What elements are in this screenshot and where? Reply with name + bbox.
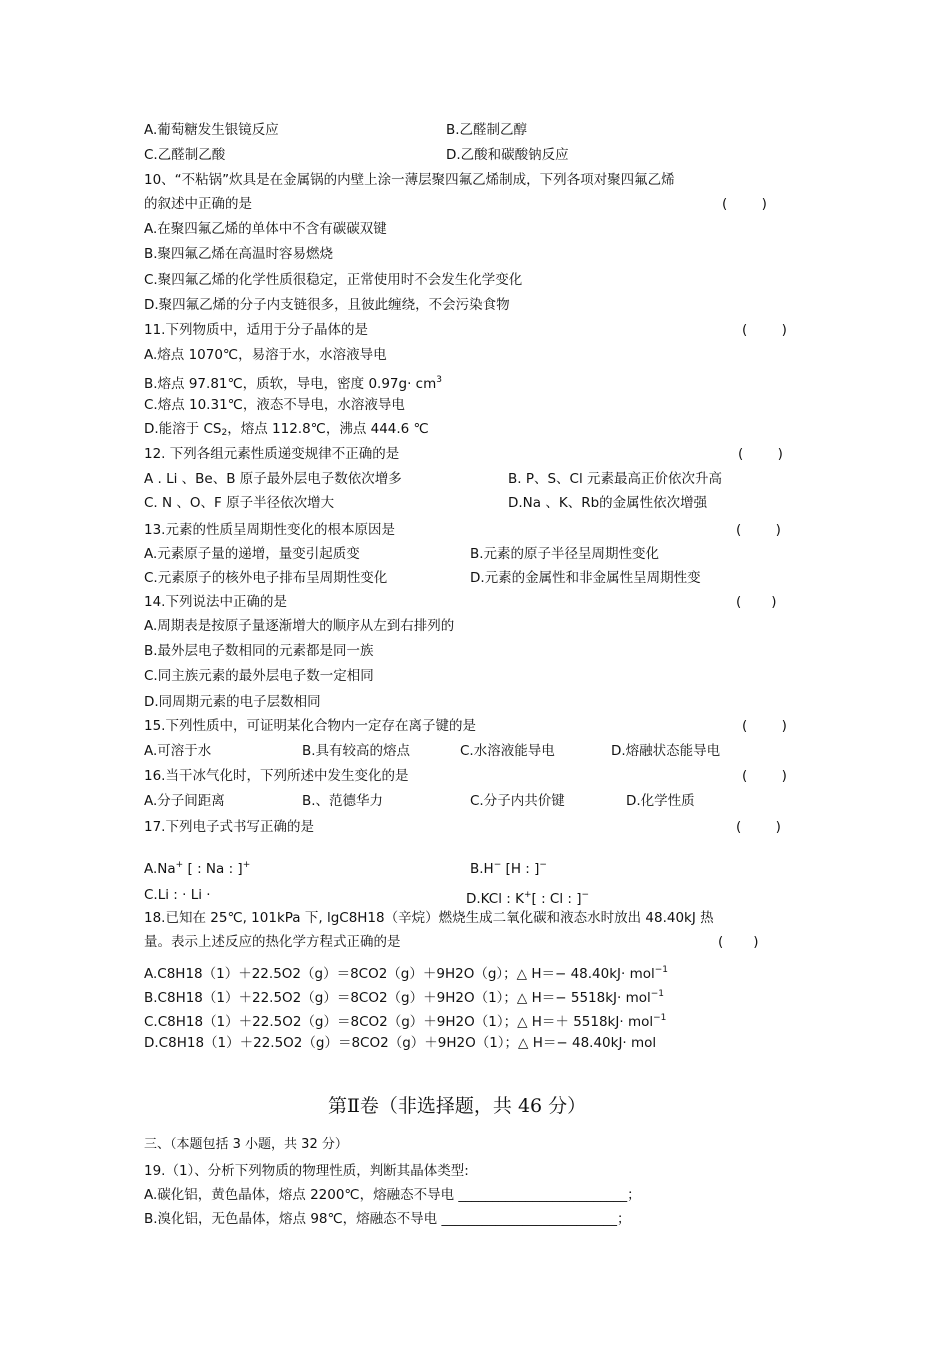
q10-answer-paren: ( ) xyxy=(722,196,767,212)
q12-option-d: D.Na 、K、Rb的金属性依次增强 xyxy=(508,495,708,511)
q11-option-a: A.熔点 1070℃，易溶于水，水溶液导电 xyxy=(144,347,387,363)
q9-option-c: C.乙醛制乙酸 xyxy=(144,147,226,163)
q12-stem: 12. 下列各组元素性质递变规律不正确的是 xyxy=(144,446,400,462)
q13-stem: 13.元素的性质呈周期性变化的根本原因是 xyxy=(144,522,395,538)
q17-option-b: B.H− [H : ]− xyxy=(470,860,547,877)
q11-option-d: D.能溶于 $CS_2$，熔点 112.8℃，沸点 444.6 ℃ xyxy=(144,421,429,438)
q11-stem: 11.下列物质中，适用于分子晶体的是 xyxy=(144,322,368,338)
q11-answer-paren: ( ) xyxy=(742,322,787,338)
q16-option-d: D.化学性质 xyxy=(626,793,695,809)
q18-option-a: A.C8H18（1）＋22.5O2（g）＝8CO2（g）＋9H2O（g）；△ H＝− 48.40kJ· mol$^{-1}$ xyxy=(144,965,669,982)
q19-option-b: B.溴化铝，无色晶体，熔点 98℃，熔融态不导电 __________________________； xyxy=(144,1211,631,1227)
q17-option-c: C.Li : · Li · xyxy=(144,887,211,903)
q11-option-b: B.熔点 97.81℃，质软，导电，密度 $0.97g\cdot cm^3$ xyxy=(144,375,442,392)
q18-answer-paren: ( ) xyxy=(718,934,759,950)
q13-option-b: B.元素的原子半径呈周期性变化 xyxy=(470,546,660,562)
q15-option-c: C.水溶液能导电 xyxy=(460,743,555,759)
q18-option-b: B.C8H18（1）＋22.5O2（g）＝8CO2（g）＋9H2O（1）；△ H＝− 5518kJ· mol$^{-1}$ xyxy=(144,989,665,1006)
q16-answer-paren: ( ) xyxy=(742,768,787,784)
q17-stem: 17.下列电子式书写正确的是 xyxy=(144,819,314,835)
q9-option-a: A.葡萄糖发生银镜反应 xyxy=(144,122,279,138)
q16-option-a: A.分子间距离 xyxy=(144,793,225,809)
q9-option-b: B.乙醛制乙醇 xyxy=(446,122,528,138)
q13-option-d: D.元素的金属性和非金属性呈周期性变 xyxy=(470,570,701,586)
q16-stem: 16.当干冰气化时，下列所述中发生变化的是 xyxy=(144,768,409,784)
q12-option-a: A . Li 、Be、B 原子最外层电子数依次增多 xyxy=(144,471,402,487)
q14-answer-paren: ( ) xyxy=(736,594,777,610)
q18-option-c: C.C8H18（1）＋22.5O2（g）＝8CO2（g）＋9H2O（1）；△ H＝＋ 5518kJ· mol$^{-1}$ xyxy=(144,1013,667,1030)
q11-option-c: C.熔点 10.31℃，液态不导电，水溶液导电 xyxy=(144,397,405,413)
q12-answer-paren: ( ) xyxy=(738,446,783,462)
q17-option-a: A.Na+ [ : Na : ]+ xyxy=(144,860,251,877)
q14-stem: 14.下列说法中正确的是 xyxy=(144,594,287,610)
q15-option-d: D.熔融状态能导电 xyxy=(611,743,721,759)
q13-option-a: A.元素原子量的递增，量变引起质变 xyxy=(144,546,360,562)
q16-option-c: C.分子内共价键 xyxy=(470,793,565,809)
q16-option-b: B.、范德华力 xyxy=(302,793,384,809)
q14-option-b: B.最外层电子数相同的元素都是同一族 xyxy=(144,643,374,659)
q15-option-b: B.具有较高的熔点 xyxy=(302,743,411,759)
q13-answer-paren: ( ) xyxy=(736,522,781,538)
q12-option-b: B. P、S、Cl 元素最高正价依次升高 xyxy=(508,471,723,487)
q13-option-c: C.元素原子的核外电子排布呈周期性变化 xyxy=(144,570,388,586)
q19-option-a: A.碳化铝，黄色晶体，熔点 2200℃，熔融态不导电 _________________________； xyxy=(144,1187,641,1203)
q15-option-a: A.可溶于水 xyxy=(144,743,212,759)
q19-stem: 19.（1）、分析下列物质的物理性质，判断其晶体类型: xyxy=(144,1163,469,1179)
q14-option-c: C.同主族元素的最外层电子数一定相同 xyxy=(144,668,374,684)
q9-option-d: D.乙酸和碳酸钠反应 xyxy=(446,147,569,163)
q12-option-c: C. N 、O、F 原子半径依次增大 xyxy=(144,495,335,511)
q17-option-d: D.KCl : K+[ : Cl : ]− xyxy=(466,890,590,907)
q10-option-b: B.聚四氟乙烯在高温时容易燃烧 xyxy=(144,246,334,262)
q18-stem-line1: 18.已知在 25℃, 101kPa 下, lgC8H18（辛烷）燃烧生成二氧化碳和液态水时放出 48.40kJ 热 xyxy=(144,910,714,926)
section3-heading: 三、（本题包括 3 小题，共 32 分） xyxy=(144,1137,348,1152)
q14-option-a: A.周期表是按原子量逐渐增大的顺序从左到右排列的 xyxy=(144,618,455,634)
q10-option-c: C.聚四氟乙烯的化学性质很稳定，正常使用时不会发生化学变化 xyxy=(144,272,523,288)
q10-option-d: D.聚四氟乙烯的分子内支链很多，且彼此缠绕，不会污染食物 xyxy=(144,297,510,313)
q10-stem-line1: 10、“不粘锅”炊具是在金属锅的内壁上涂一薄层聚四氟乙烯制成，下列各项对聚四氟乙烯 xyxy=(144,172,675,188)
q10-stem-line2: 的叙述中正确的是 xyxy=(144,196,252,212)
q15-answer-paren: ( ) xyxy=(742,718,787,734)
q17-answer-paren: ( ) xyxy=(736,819,781,835)
q10-option-a: A.在聚四氟乙烯的单体中不含有碳碳双键 xyxy=(144,221,387,237)
q18-option-d: D.C8H18（1）＋22.5O2（g）＝8CO2（g）＋9H2O（1）；△ H＝− 48.40kJ· mol xyxy=(144,1035,657,1051)
q15-stem: 15.下列性质中，可证明某化合物内一定存在离子键的是 xyxy=(144,718,476,734)
q18-stem-line2: 量。表示上述反应的热化学方程式正确的是 xyxy=(144,934,401,950)
part2-title: 第Ⅱ卷（非选择题，共 46 分） xyxy=(328,1095,587,1117)
q14-option-d: D.同周期元素的电子层数相同 xyxy=(144,694,321,710)
